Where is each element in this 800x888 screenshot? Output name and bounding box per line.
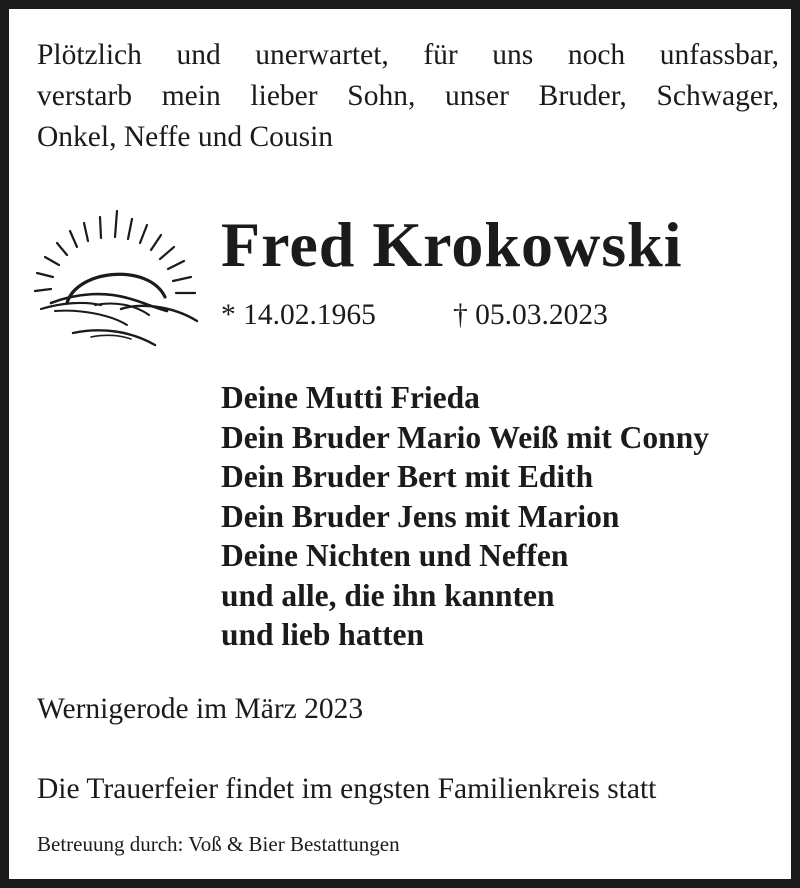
intro-line: verstarb mein lieber Sohn, unser Bruder, Schwager,	[37, 80, 779, 112]
funeral-service-note: Die Trauerfeier findet im engsten Familienkreis statt	[37, 773, 657, 805]
mourners-list	[221, 378, 709, 655]
mourner-line: Dein Bruder Mario Weiß mit Conny	[221, 419, 709, 455]
mourner-line: Deine Nichten und Neffen	[221, 538, 569, 573]
mourner-line: und lieb hatten	[221, 617, 425, 652]
deceased-name: Fred Krokowski	[221, 209, 683, 280]
birth-date: * 14.02.1965	[221, 299, 376, 331]
mourner-line: Dein Bruder Bert mit Edith	[221, 459, 594, 494]
intro-line: Plötzlich und unerwartet, für uns noch unfassbar,	[37, 39, 779, 71]
mourner-line: Deine Mutti Frieda	[221, 380, 480, 415]
death-date: † 05.03.2023	[453, 299, 608, 331]
life-dates	[221, 295, 608, 335]
undertaker-credit: Betreuung durch: Voß & Bier Bestattungen	[37, 832, 400, 856]
mourner-line: und alle, die ihn kannten	[221, 577, 555, 613]
sunrise-over-hills-icon	[31, 207, 203, 357]
intro-text	[37, 35, 779, 158]
place-and-date: Wernigerode im März 2023	[37, 693, 364, 725]
mourner-line: Dein Bruder Jens mit Marion	[221, 498, 620, 534]
intro-line: Onkel, Neffe und Cousin	[37, 121, 334, 153]
